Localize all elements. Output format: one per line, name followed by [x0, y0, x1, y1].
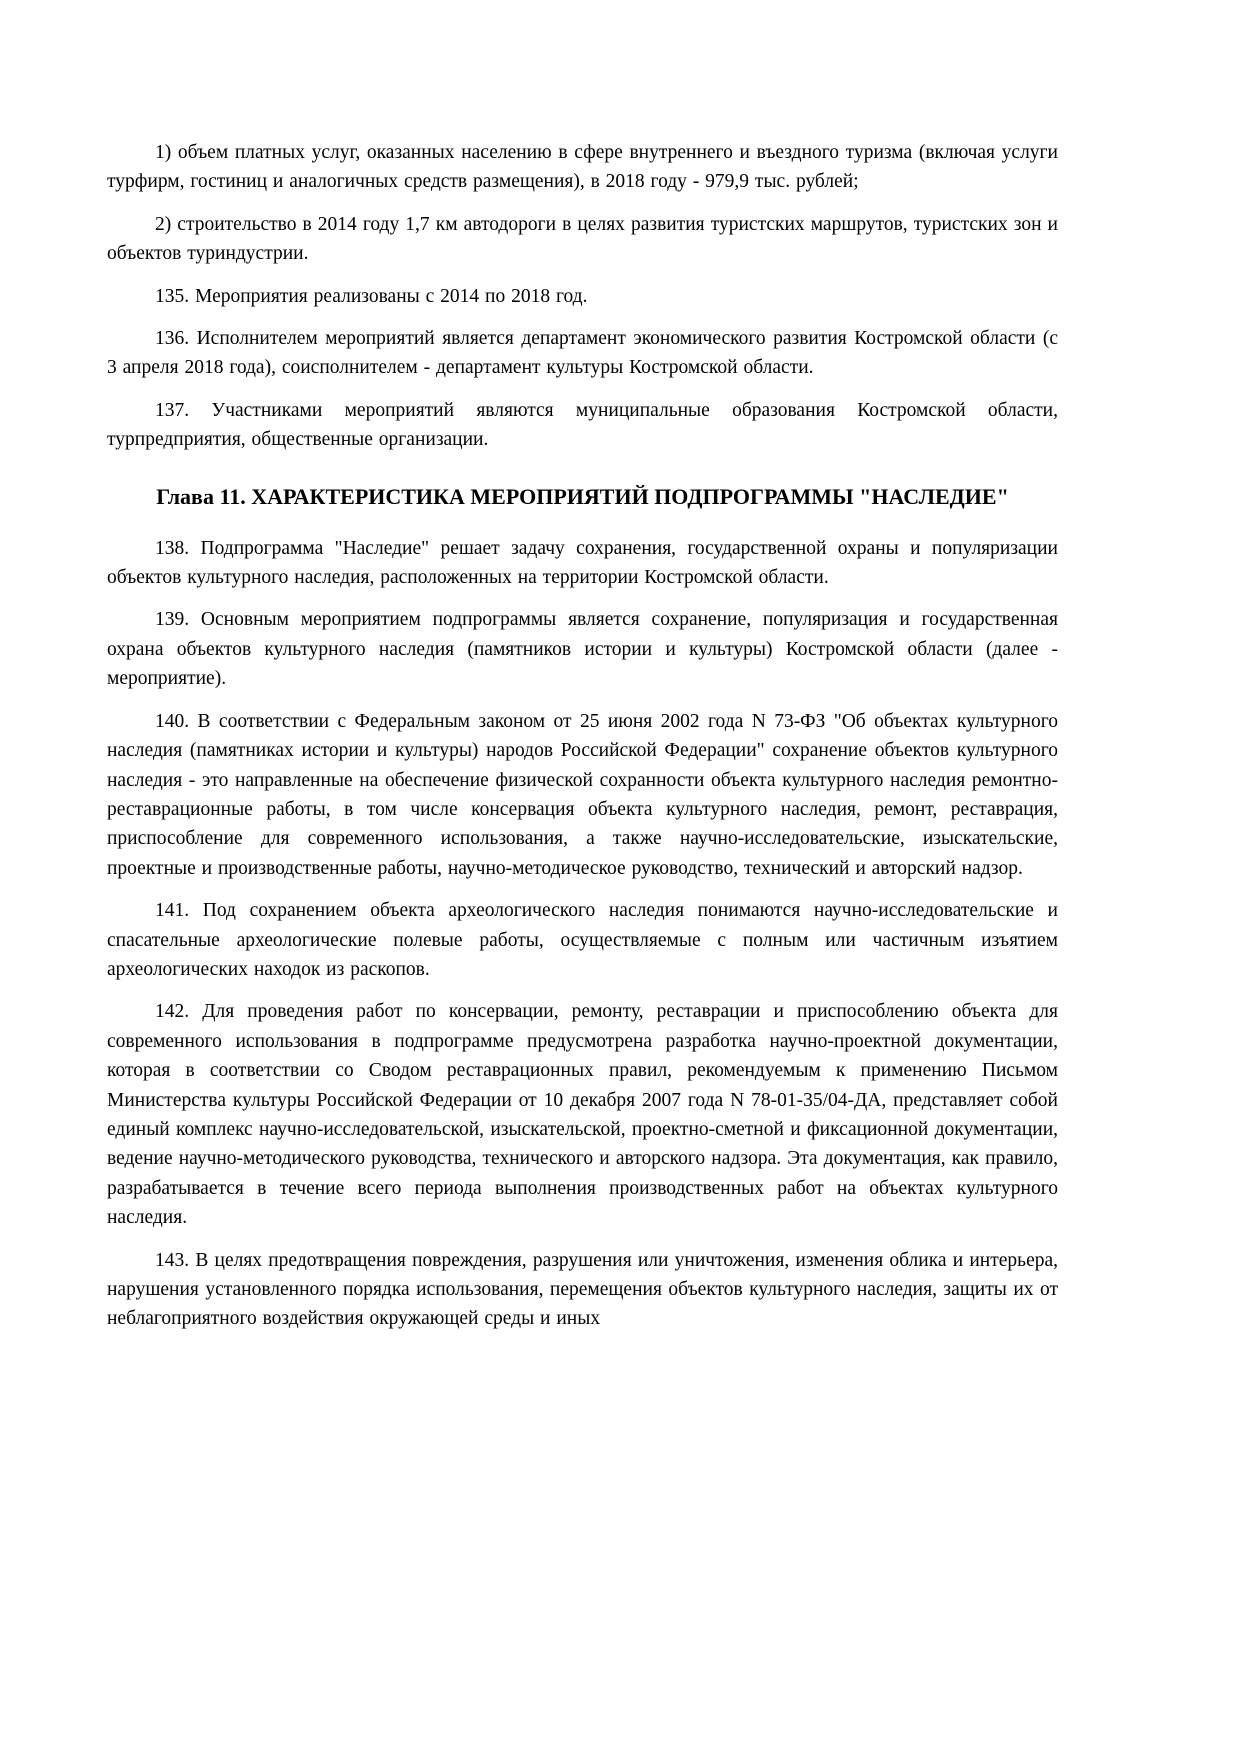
paragraph-140: 140. В соответствии с Федеральным законом от 25 июня 2002 года N 73-ФЗ "Об объектах культурного наследия (памятниках истории и культуры) народов Российской Федерации" сохранение объектов культурного наследия - это направленные на обеспечение физической сохранности объекта культурного наследия ремонтно-реставрационные работы, в том числе консервация объекта культурного наследия, ремонт, реставрация, приспособление для современного использования, а также научно-исследовательские, изыскательские, проектные и производственные работы, научно-методическое руководство, технический и авторский надзор. [107, 710, 1058, 879]
paragraph-141: 141. Под сохранением объекта археологического наследия понимаются научно-исследовательские и спасательные археологические полевые работы, осуществляемые с полным или частичным изъятием археологических находок из раскопов. [107, 900, 1058, 980]
paragraph-138: 138. Подпрограмма "Наследие" решает задачу сохранения, государственной охраны и популяризации объектов культурного наследия, расположенных на территории Костромской области. [107, 537, 1058, 589]
chapter-heading: Глава 11. ХАРАКТЕРИСТИКА МЕРОПРИЯТИЙ ПОДПРОГРАММЫ "НАСЛЕДИЕ" [156, 483, 1009, 509]
paragraph-139: 139. Основным мероприятием подпрограммы является сохранение, популяризация и государственная охрана объектов культурного наследия (памятников истории и культуры) Костромской области (далее - мероприятие). [107, 609, 1058, 690]
paragraph-item-2: 2) строительство в 2014 году 1,7 км автодороги в целях развития туристских маршрутов, туристских зон и объектов туриндустрии. [107, 213, 1058, 265]
paragraph-137: 137. Участниками мероприятий являются муниципальные образования Костромской области, турпредприятия, общественные организации. [107, 399, 1058, 451]
paragraph-142: 142. Для проведения работ по консервации, ремонту, реставрации и приспособлению объекта для современного использования в подпрограмме предусмотрена разработка научно-проектной документации, которая в соответствии со Сводом реставрационных правил, рекомендуемым к применению Письмом Министерства культуры Российской Федерации от 10 декабря 2007 года N 78-01-35/04-ДА, представляет собой единый комплекс научно-исследовательской, изыскательской, проектно-сметной и фиксационной документации, ведение научно-методического руководства, технического и авторского надзора. Эта документация, как правило, разрабатывается в течение всего периода выполнения производственных работ на объектах культурного наследия. [107, 1001, 1058, 1229]
paragraph-135: 135. Мероприятия реализованы с 2014 по 2018 год. [155, 285, 588, 307]
paragraph-143: 143. В целях предотвращения повреждения, разрушения или уничтожения, изменения облика и интерьера, нарушения установленного порядка использования, перемещения объектов культурного наследия, защиты их от неблагоприятного воздействия окружающей среды и иных [107, 1249, 1058, 1330]
paragraph-136: 136. Исполнителем мероприятий является департамент экономического развития Костромской области (с 3 апреля 2018 года), соисполнителем - департамент культуры Костромской области. [107, 328, 1058, 379]
paragraph-item-1: 1) объем платных услуг, оказанных населению в сфере внутреннего и въездного туризма (включая услуги турфирм, гостиниц и аналогичных средств размещения), в 2018 году - 979,9 тыс. рублей; [107, 142, 1058, 193]
